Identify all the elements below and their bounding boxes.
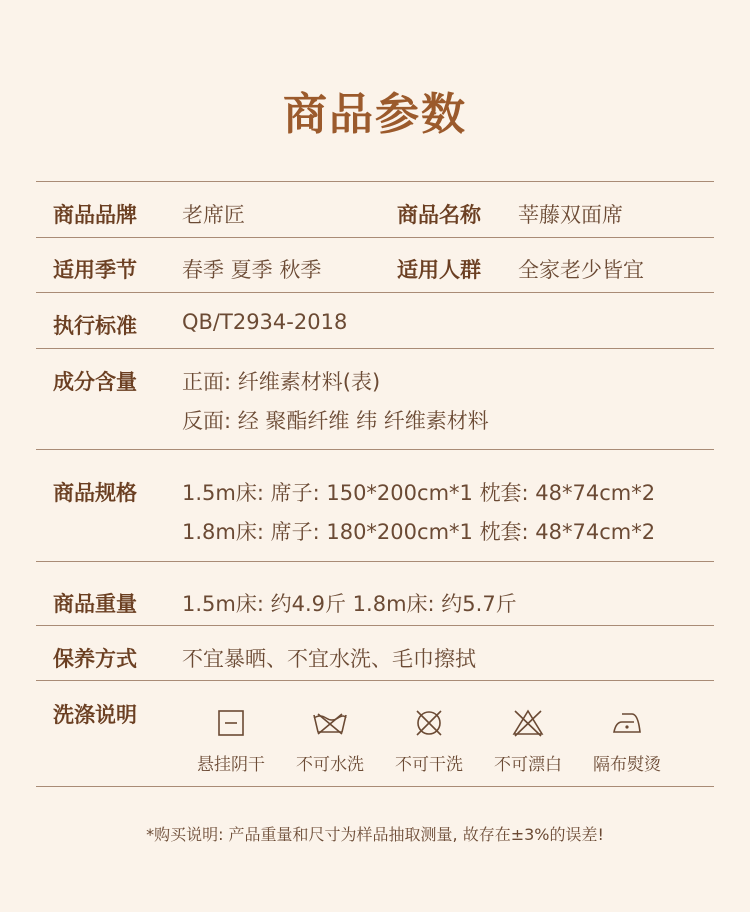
divider bbox=[36, 348, 714, 349]
purchase-note: *购买说明: 产品重量和尺寸为样品抽取测量, 故存在±3%的误差! bbox=[146, 825, 604, 844]
standard-label: 执行标准 bbox=[53, 314, 137, 338]
composition-label: 成分含量 bbox=[53, 370, 137, 394]
season-value: 春季 夏季 秋季 bbox=[182, 258, 322, 282]
season-label: 适用季节 bbox=[53, 258, 137, 282]
care-icon-label: 不可漂白 bbox=[494, 755, 562, 775]
standard-value: QB/T2934-2018 bbox=[182, 310, 348, 334]
no-dry-clean-icon bbox=[413, 708, 445, 738]
composition-front: 正面: 纤维素材料(表) bbox=[182, 370, 381, 394]
weight-label: 商品重量 bbox=[53, 592, 137, 616]
care-item bbox=[581, 708, 673, 775]
brand-label: 商品品牌 bbox=[53, 203, 137, 227]
product-name-value: 莘藤双面席 bbox=[518, 203, 623, 227]
no-wash-icon bbox=[310, 708, 350, 738]
audience-value: 全家老少皆宜 bbox=[518, 258, 644, 282]
wash-instructions-label: 洗涤说明 bbox=[53, 703, 137, 727]
audience-label: 适用人群 bbox=[397, 258, 481, 282]
divider bbox=[36, 292, 714, 293]
care-method-label: 保养方式 bbox=[53, 647, 137, 671]
care-item bbox=[482, 708, 574, 775]
divider bbox=[36, 786, 714, 787]
care-icon-label: 隔布熨烫 bbox=[593, 755, 661, 775]
divider bbox=[36, 680, 714, 681]
page-title: 商品参数 bbox=[283, 89, 467, 140]
divider bbox=[36, 449, 714, 450]
composition-back: 反面: 经 聚酯纤维 纬 纤维素材料 bbox=[182, 409, 489, 433]
divider bbox=[36, 625, 714, 626]
divider bbox=[36, 237, 714, 238]
weight-value: 1.5m床: 约4.9斤 1.8m床: 约5.7斤 bbox=[182, 592, 517, 616]
no-bleach-icon bbox=[511, 708, 545, 738]
care-icon-label: 悬挂阴干 bbox=[197, 755, 265, 775]
divider bbox=[36, 561, 714, 562]
brand-value: 老席匠 bbox=[182, 203, 245, 227]
care-icon-label: 不可干洗 bbox=[395, 755, 463, 775]
hang-dry-shade-icon bbox=[216, 708, 246, 738]
care-item bbox=[383, 708, 475, 775]
spec-1-5m: 1.5m床: 席子: 150*200cm*1 枕套: 48*74cm*2 bbox=[182, 481, 656, 505]
spec-1-8m: 1.8m床: 席子: 180*200cm*1 枕套: 48*74cm*2 bbox=[182, 520, 656, 544]
product-name-label: 商品名称 bbox=[397, 203, 481, 227]
care-item bbox=[185, 708, 277, 775]
care-icon-label: 不可水洗 bbox=[296, 755, 364, 775]
care-item bbox=[284, 708, 376, 775]
divider bbox=[36, 181, 714, 182]
spec-label: 商品规格 bbox=[53, 481, 137, 505]
care-method-value: 不宜暴晒、不宜水洗、毛巾擦拭 bbox=[182, 647, 476, 671]
iron-with-cloth-icon bbox=[610, 708, 644, 738]
